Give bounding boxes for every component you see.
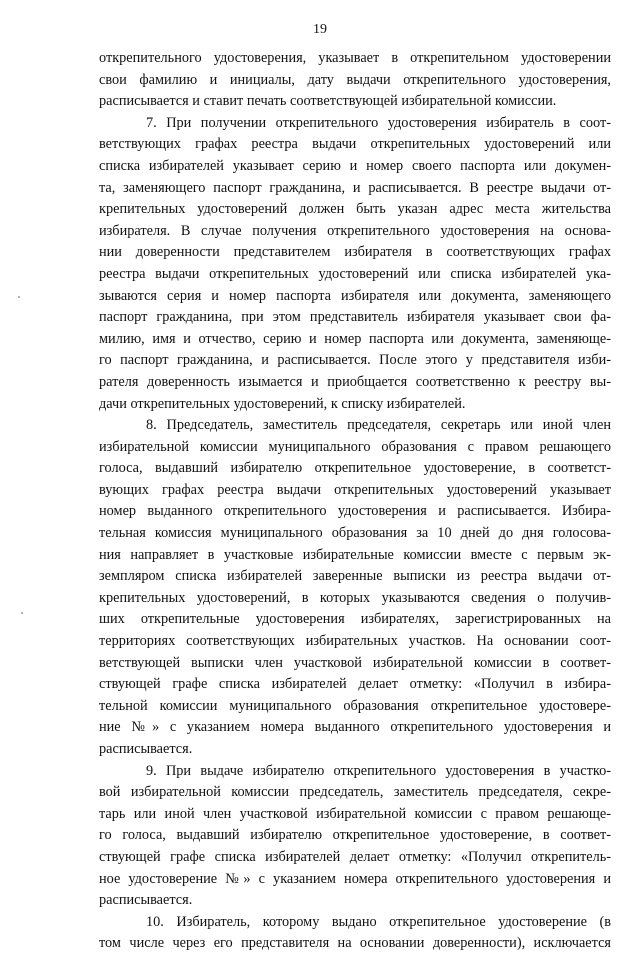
text-line: ния направляет в участковые избирательные комиссии вместе с первым эк- bbox=[99, 546, 611, 563]
text-line: тарь или иной член участковой избирательной комиссии с правом решающе- bbox=[99, 805, 611, 822]
text-line: ние №» с указанием номера выданного открепительного удостоверения и bbox=[99, 719, 611, 736]
text-line: расписывается. bbox=[99, 892, 193, 909]
text-line: расписывается и ставит печать соответствующей избирательной комиссии. bbox=[99, 93, 557, 110]
text-line: вой избирательной комиссии председатель, заместитель председателя, секре- bbox=[99, 784, 611, 801]
text-line: ших открепительные удостоверения избирателях, зарегистрированных на bbox=[99, 611, 611, 628]
text-line: ветствующих графах реестра выдачи открепительных удостоверений или bbox=[99, 136, 611, 153]
text-line: ствующей графе списка избирателей делает отметку: «Получил открепитель- bbox=[99, 848, 611, 865]
text-line: 8. Председатель, заместитель председателя, секретарь или иной член bbox=[146, 417, 611, 434]
text-line: 10. Избиратель, которому выдано открепительное удостоверение (в bbox=[146, 913, 611, 930]
text-line: номер выданного открепительного удостоверения и расписывается. Избира- bbox=[99, 503, 611, 520]
text-line: 7. При получении открепительного удостоверения избиратель в соот- bbox=[146, 114, 611, 131]
text-line: голоса, выдавший избирателю открепительное удостоверение, в соответст- bbox=[99, 460, 611, 477]
text-line: территориях соответствующих избирательных участков. На основании соот- bbox=[99, 633, 611, 650]
text-line: милию, имя и отчество, серию и номер паспорта или документа, заменяюще- bbox=[99, 330, 611, 347]
text-line: зываются серия и номер паспорта избирателя или документа, заменяющего bbox=[99, 287, 611, 304]
text-line: избирательной комиссии муниципального образования с правом решающего bbox=[99, 438, 611, 455]
text-line: крепительных удостоверений, в которых указываются сведения о получив- bbox=[99, 589, 611, 606]
text-line: списка избирателей указывает серию и номер своего паспорта или докумен- bbox=[99, 157, 611, 174]
scan-speck bbox=[18, 296, 20, 298]
text-line: земпляром списка избирателей заверенные выписки из реестра выдачи от- bbox=[99, 568, 611, 585]
text-line: паспорт гражданина, при этом представитель избирателя указывает свои фа- bbox=[99, 309, 611, 326]
text-line: вующих графах реестра выдачи открепительных удостоверений указывает bbox=[99, 481, 611, 498]
text-line: 9. При выдаче избирателю открепительного удостоверения в участко- bbox=[146, 762, 611, 779]
text-line: реестра выдачи открепительных удостоверений или списка избирателей ука- bbox=[99, 265, 611, 282]
body-text bbox=[99, 48, 611, 955]
text-line: том числе через его представителя на основании доверенности), исключается bbox=[99, 935, 611, 952]
text-line: та, заменяющего паспорт гражданина, и расписывается. В реестре выдачи от- bbox=[99, 179, 611, 196]
text-line: открепительного удостоверения, указывает в открепительном удостоверении bbox=[99, 50, 611, 66]
text-line: го голоса, выдавший избирателю открепительное удостоверение, в соответ- bbox=[99, 827, 611, 844]
text-line: тельной комиссии муниципального образования открепительное удостовере- bbox=[99, 697, 611, 714]
text-line: нии доверенности представителем избирателя в соответствующих графах bbox=[99, 244, 611, 261]
text-line: ветствующей выписки член участковой избирательной комиссии в соответ- bbox=[99, 654, 611, 671]
text-line: крепительных удостоверений должен быть указан адрес места жительства bbox=[99, 201, 611, 218]
page-number: 19 bbox=[313, 22, 327, 37]
text-line: расписывается. bbox=[99, 741, 193, 757]
text-line: избирателя. В случае получения открепительного удостоверения на основа- bbox=[99, 222, 611, 239]
scan-speck bbox=[21, 612, 23, 614]
text-line: свои фамилию и инициалы, дату выдачи открепительного удостоверения, bbox=[99, 71, 611, 88]
text-line: ствующей графе списка избирателей делает отметку: «Получил в избира- bbox=[99, 676, 611, 693]
text-line: дачи открепительных удостоверений, к списку избирателей. bbox=[99, 395, 466, 412]
text-line: тельная комиссия муниципального образования за 10 дней до дня голосова- bbox=[99, 525, 611, 542]
text-line: ное удостоверение №» с указанием номера открепительного удостоверения и bbox=[99, 870, 611, 887]
text-line: рателя доверенность изымается и приобщается соответственно к реестру вы- bbox=[99, 373, 611, 390]
text-line: го паспорт гражданина, и расписывается. После этого у представителя изби- bbox=[99, 352, 611, 369]
